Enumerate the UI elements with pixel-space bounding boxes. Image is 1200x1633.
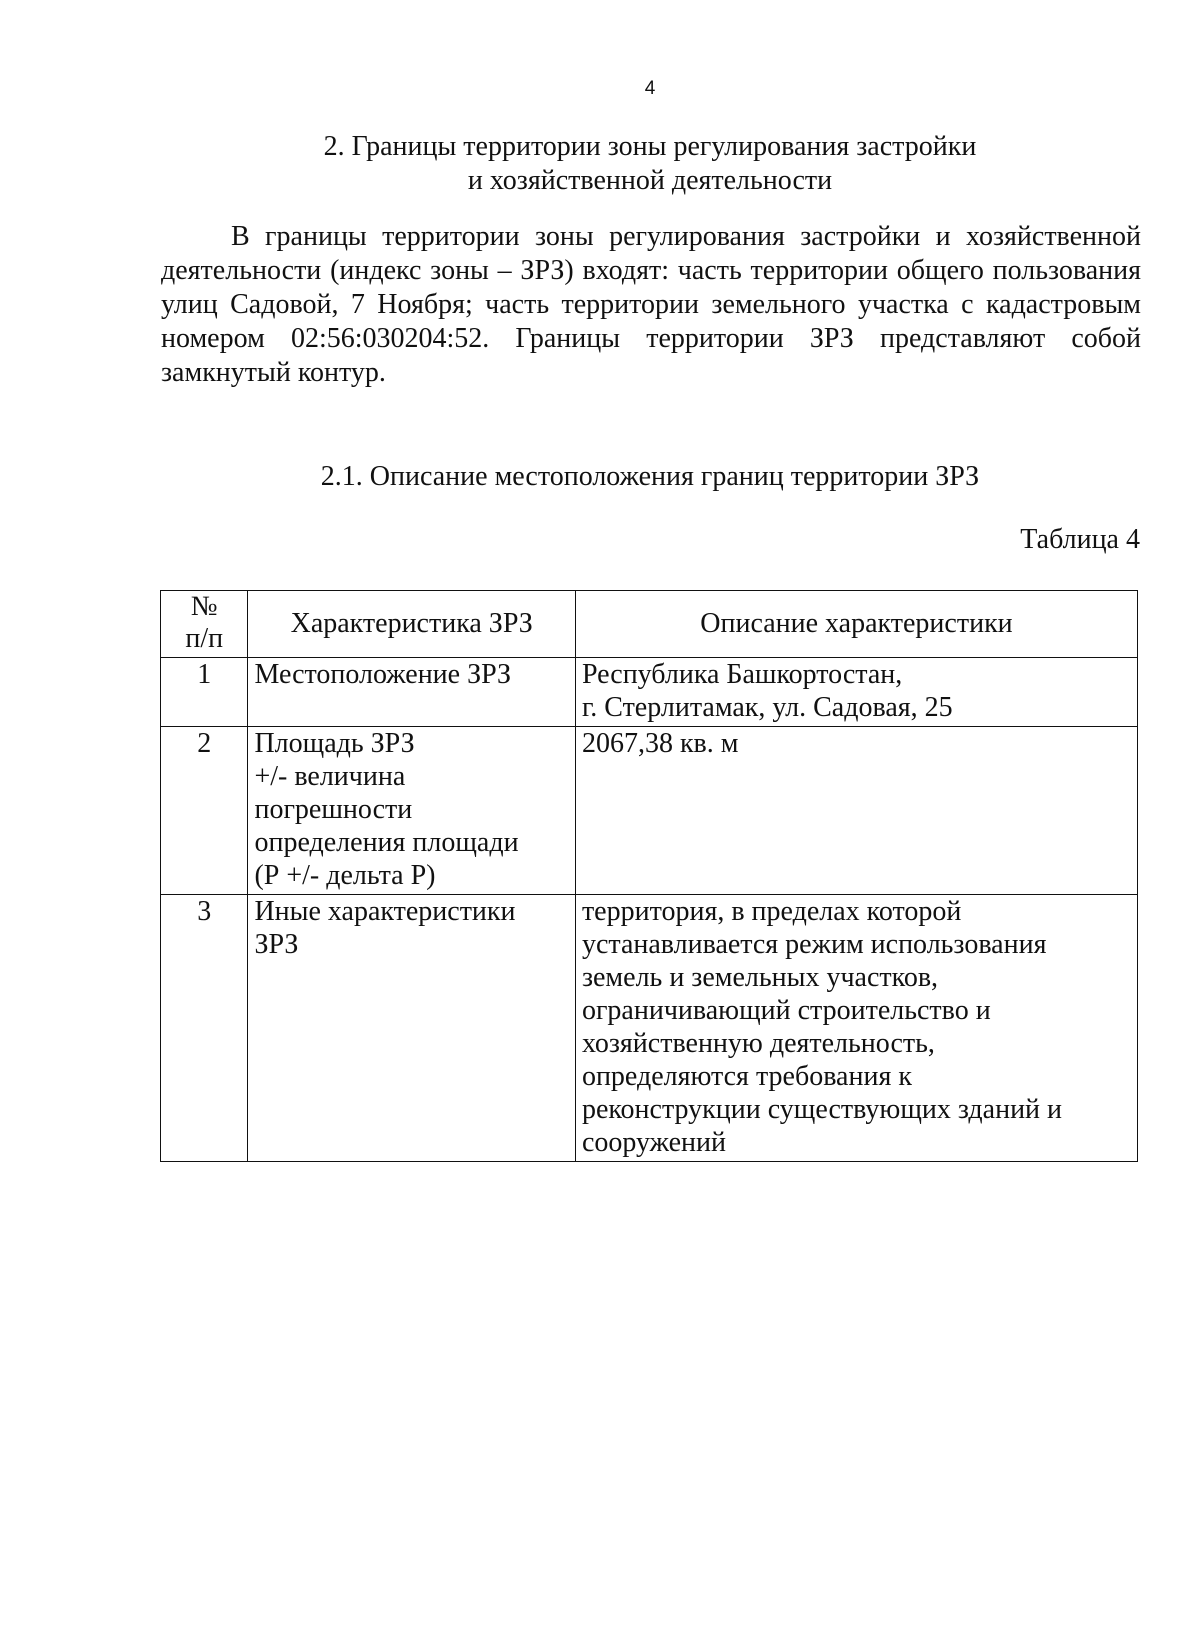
header-number xyxy=(161,591,248,658)
section-title-line-2: и хозяйственной деятельности xyxy=(467,165,833,196)
section-paragraph: В границы территории зоны регулирования застройки и хозяйственной деятельности (индекс зоны – ЗРЗ) входят: часть территории общего пользования улиц Садовой, 7 Ноября; часть территории земельного участка с кадастровым номером 02:56:030204:52. Границы территории ЗРЗ представляют собой замкнутый контур. xyxy=(161,221,1141,388)
table-header-row xyxy=(161,591,1138,658)
characteristic-line: Площадь ЗРЗ xyxy=(254,728,415,759)
header-number-line-2: п/п xyxy=(185,623,224,654)
description-line: устанавливается режим использования xyxy=(581,929,1047,960)
characteristic-cell xyxy=(248,895,575,1162)
characteristic-line: (Р +/- дельта Р) xyxy=(254,860,436,891)
table-row xyxy=(161,658,1138,727)
description-line: 2067,38 кв. м xyxy=(581,728,739,759)
header-number-line-1: № xyxy=(190,591,218,622)
table-caption: Таблица 4 xyxy=(1020,524,1140,555)
table-body xyxy=(161,658,1138,1162)
characteristic-line: погрешности xyxy=(254,794,413,825)
description-cell xyxy=(575,895,1137,1162)
characteristic-line: ЗРЗ xyxy=(254,929,299,960)
subsection-title: 2.1. Описание местоположения границ территории ЗРЗ xyxy=(320,461,980,492)
description-line: сооружений xyxy=(581,1127,726,1158)
description-cell xyxy=(575,727,1137,895)
description-line: земель и земельных участков, xyxy=(581,962,939,993)
header-characteristic: Характеристика ЗРЗ xyxy=(248,591,575,658)
characteristic-cell xyxy=(248,727,575,895)
description-line: ограничивающий строительство и xyxy=(581,995,991,1026)
section-title-line-1: 2. Границы территории зоны регулирования застройки xyxy=(323,131,977,162)
description-cell xyxy=(575,658,1137,727)
description-line: Республика Башкортостан, xyxy=(581,659,903,690)
section-title xyxy=(0,130,1200,198)
table-row xyxy=(161,895,1138,1162)
row-number-cell: 1 xyxy=(161,658,248,727)
header-description: Описание характеристики xyxy=(575,591,1137,658)
description-line: г. Стерлитамак, ул. Садовая, 25 xyxy=(581,692,953,723)
description-line: территория, в пределах которой xyxy=(581,896,962,927)
description-line: хозяйственную деятельность, xyxy=(581,1028,935,1059)
row-number-cell: 3 xyxy=(161,895,248,1162)
characteristic-line: +/- величина xyxy=(254,761,406,792)
characteristic-line: определения площади xyxy=(254,827,519,858)
description-line: реконструкции существующих зданий и xyxy=(581,1094,1063,1125)
characteristic-line: Местоположение ЗРЗ xyxy=(254,659,512,690)
characteristics-table xyxy=(160,590,1138,1162)
page-number: 4 xyxy=(644,78,656,99)
table-row xyxy=(161,727,1138,895)
characteristic-cell xyxy=(248,658,575,727)
characteristic-line: Иные характеристики xyxy=(254,896,516,927)
description-line: определяются требования к xyxy=(581,1061,912,1092)
row-number-cell: 2 xyxy=(161,727,248,895)
